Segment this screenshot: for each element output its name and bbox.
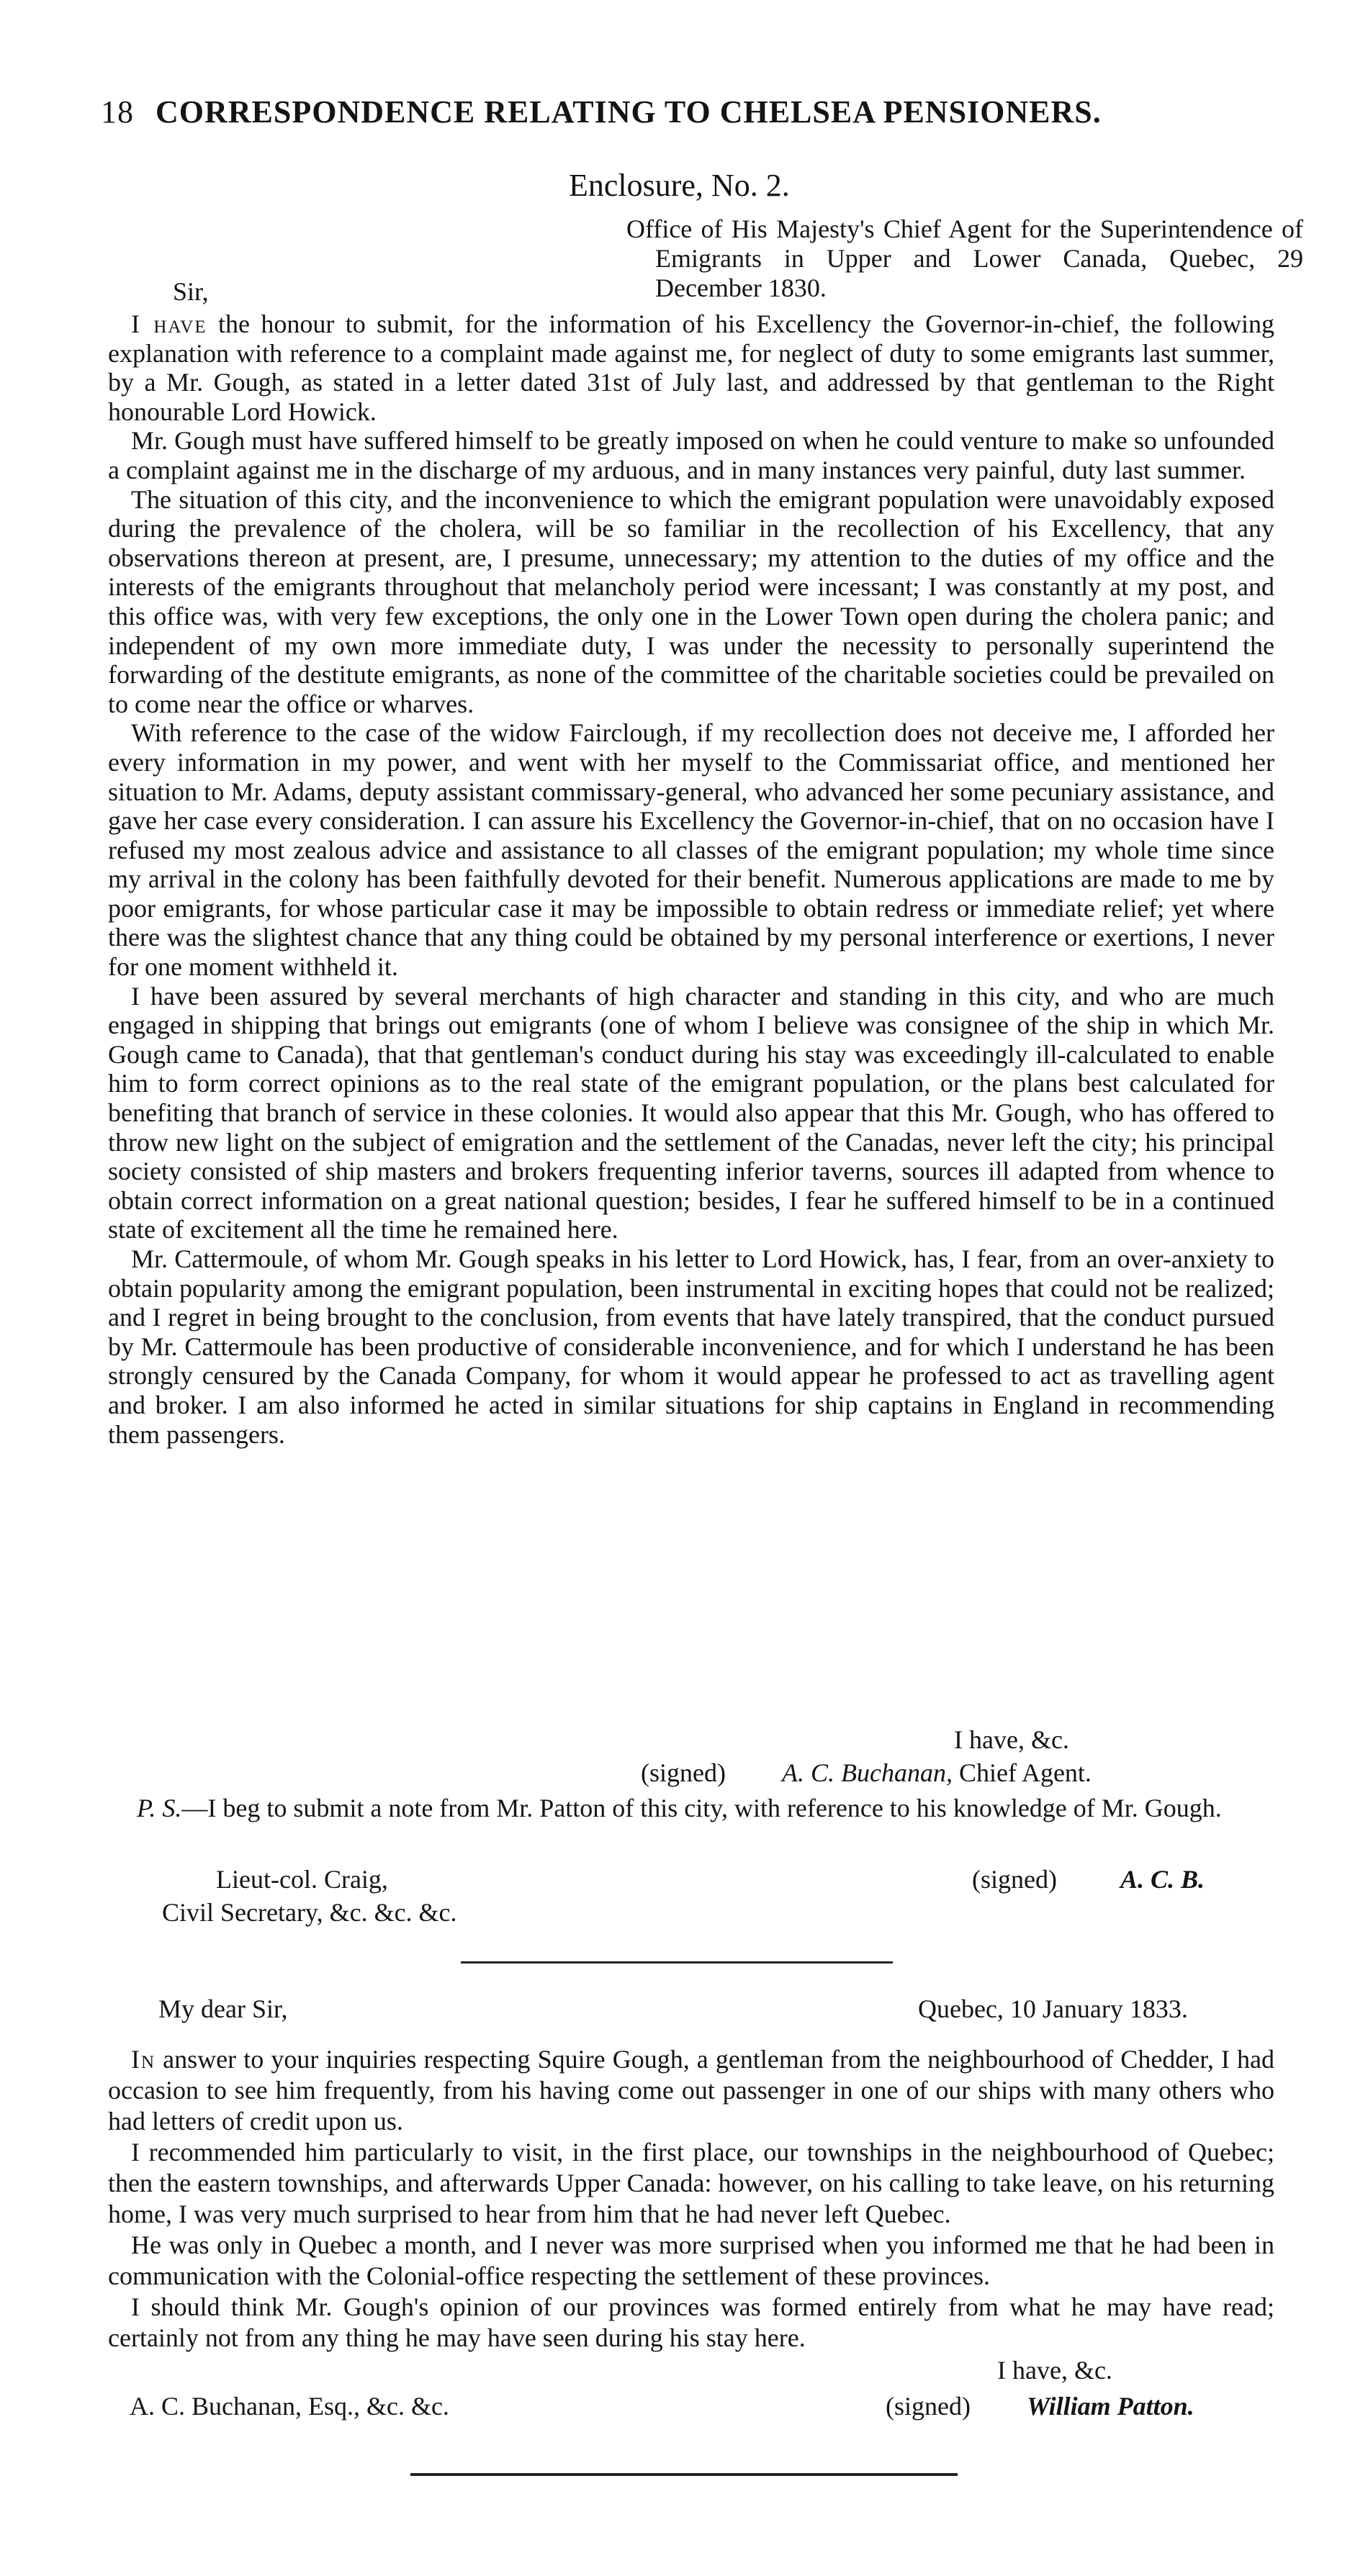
postscript (137, 1794, 1274, 1823)
office-line: Office of His Majesty's Chief Agent for the Superintendence of Emigrants in Upper and Lower Canada, Quebec, 29 December 1830. (626, 214, 1303, 302)
letter-paragraph: With reference to the case of the widow Fairclough, if my recollection does not deceive me, I afforded her every information in my power, and went with her myself to the Commissariat office, and mentioned her situation to Mr. Adams, deputy assistant commissary-general, who advanced her some pecuniary assistance, and gave her case every consideration. I can assure his Excellency the Governor-in-chief, that on no occasion have I refused my most zealous advice and assistance to all classes of the emigrant population; my whole time since my arrival in the colony has been faithfully devoted for their benefit. Numerous applications are made to me by poor emigrants, for whose particular case it may be impossible to obtain redress or immediate relief; yet where there was the slightest chance that any thing could be obtained by my personal interference or exertions, I never for one moment withheld it. (108, 718, 1274, 982)
letter-body (108, 309, 1274, 1449)
section-divider (461, 1961, 893, 1963)
signed-label: (signed) (641, 1758, 726, 1787)
end-rule (410, 2473, 958, 2476)
note-salutation: My dear Sir, (158, 1994, 288, 2023)
letter-paragraph: I have been assured by several merchants of high character and standing in this city, and who are much engaged in shipping that brings out emigrants (one of whom I believe was consignee of the ship in which Mr. Gough came to Canada), that that gentleman's conduct during his stay was exceedingly ill-calculated to enable him to form correct opinions as to the real state of the emigrant population, or the plans best calculated for benefiting that branch of service in these colonies. It would also appear that this Mr. Gough, who has offered to throw new light on the subject of emigration and the settlement of the Canadas, never left the city; his principal society consisted of ship masters and brokers frequenting inferior taverns, sources ill adapted from whence to obtain correct information on a great national question; besides, I fear he suffered himself to be in a continued state of excitement all the time he remained here. (108, 981, 1274, 1244)
letter-paragraph: I have the honour to submit, for the information of his Excellency the Governor-in-chief, the following explanation with reference to a complaint made against me, for neglect of duty to some emigrants last summer, by a Mr. Gough, as stated in a letter dated 31st of July last, and addressed by that gentleman to the Right honourable Lord Howick. (108, 309, 1274, 426)
salutation: Sir, (173, 277, 209, 306)
note-paragraph: In answer to your inquiries respecting Squire Gough, a gentleman from the neighbourhood of Chedder, I had occasion to see him frequently, from his having come out passenger in one of our ships with many others who had letters of credit upon us. (108, 2045, 1275, 2136)
opening-word: In (131, 2045, 156, 2074)
signed-label: (signed) (972, 1865, 1057, 1894)
ps-label: P. S. (137, 1794, 182, 1822)
note-paragraph: He was only in Quebec a month, and I never was more surprised when you informed me that he had been in communication with the Colonial-office respecting the settlement of these provinces. (108, 2231, 1274, 2290)
addressee-title: Civil Secretary, &c. &c. &c. (162, 1898, 457, 1927)
note-body (108, 2044, 1274, 2354)
note-paragraph: I should think Mr. Gough's opinion of our provinces was formed entirely from what he may have read; certainly not from any thing he may have seen during his stay here. (108, 2292, 1274, 2352)
letter-paragraph: Mr. Gough must have suffered himself to be greatly imposed on when he could venture to make so unfounded a complaint against me in the discharge of my arduous, and in many instances very painful, duty last summer. (108, 426, 1274, 484)
addressee-line: Lieut-col. Craig, (216, 1865, 388, 1894)
letter-paragraph: Mr. Cattermoule, of whom Mr. Gough speaks in his letter to Lord Howick, has, I fear, from an over-anxiety to obtain popularity among the emigrant population, been instrumental in exciting hopes that could not be realized; and I regret in being brought to the conclusion, from events that have lately transpired, that the conduct pursued by Mr. Cattermoule has been productive of considerable inconvenience, and for which I understand he has been strongly censured by the Canada Company, for whom it would appear he professed to act as travelling agent and broker. I am also informed he acted in similar situations for ship captains in England in recommending them passengers. (108, 1244, 1274, 1449)
ps-text: —I beg to submit a note from Mr. Patton of this city, with reference to his knowledge of Mr. Gough. (181, 1794, 1222, 1822)
letter-paragraph: The situation of this city, and the inconvenience to which the emigrant population were unavoidably exposed during the prevalence of the cholera, will be so familiar in the recollection of his Excellency, that any observations thereon at present, are, I presume, unnecessary; my attention to the duties of my office and the interests of the emigrants throughout that melancholy period were incessant; I was constantly at my post, and this office was, with very few exceptions, the only one in the Lower Town open during the cholera panic; and independent of my own more immediate duty, I was under the necessity to personally superintend the forwarding of the destitute emigrants, as none of the committee of the charitable societies could be prevailed on to come near the office or wharves. (108, 484, 1274, 718)
signed-label: (signed) (886, 2392, 971, 2421)
note-addressee: A. C. Buchanan, Esq., &c. &c. (130, 2392, 449, 2421)
note-dateline: Quebec, 10 January 1833. (918, 1994, 1188, 2023)
closing: I have, &c. (954, 1725, 1069, 1754)
running-header (101, 94, 1282, 130)
enclosure-title: Enclosure, No. 2. (569, 168, 790, 203)
signer-initials: A. C. B. (1120, 1865, 1205, 1894)
running-title: CORRESPONDENCE RELATING TO CHELSEA PENSIONERS. (156, 94, 1102, 130)
note-paragraph: I recommended him particularly to visit, in the first place, our townships in the neighbourhood of Quebec; then the eastern townships, and afterwards Upper Canada: however, on his calling to take leave, on his returning home, I was very much surprised to hear from him that he had never left Quebec. (108, 2138, 1274, 2228)
ps-signature (972, 1864, 1205, 1894)
signer-name: A. C. Buchanan, (781, 1758, 953, 1787)
signer-name: William Patton. (1026, 2392, 1194, 2421)
page-number: 18 (101, 94, 134, 130)
signer-title: Chief Agent. (958, 1758, 1092, 1787)
note-signature (886, 2391, 1194, 2421)
note-closing: I have, &c. (997, 2356, 1112, 2385)
signature-line (641, 1758, 1092, 1788)
opening-word: I have (131, 309, 207, 338)
